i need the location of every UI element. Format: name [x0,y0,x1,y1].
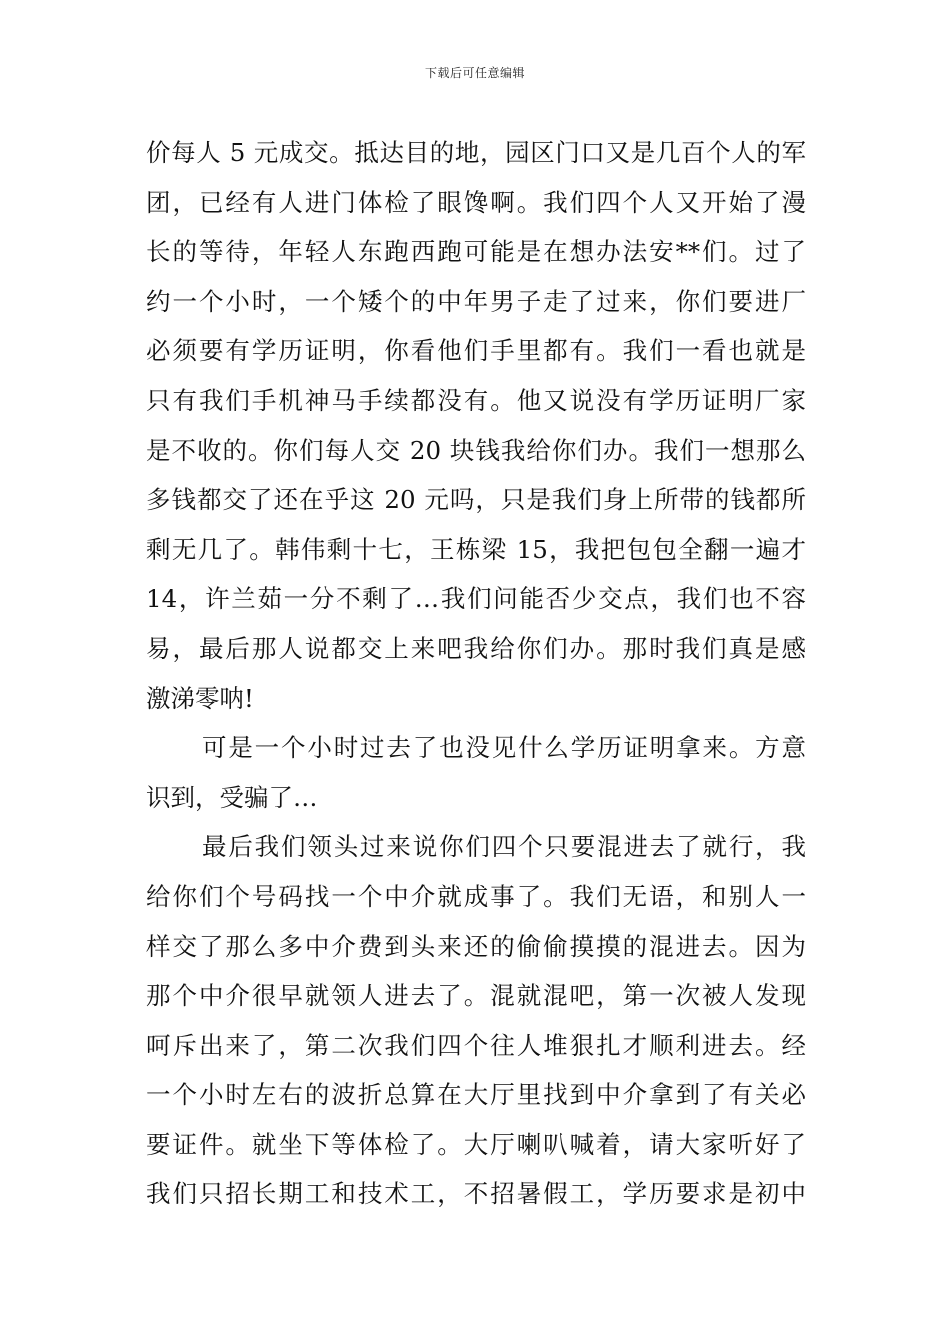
text-line: 一个小时左右的波折总算在大厅里找到中介拿到了有关必 [146,1080,806,1110]
text-line: 要证件。就坐下等体检了。大厅喇叭喊着，请大家听好了 [146,1129,806,1159]
text-line: 呵斥出来了，第二次我们四个往人堆狠扎才顺利进去。经 [146,1030,806,1060]
text-line: 激涕零呐! [146,683,254,713]
text-line: 剩无几了。韩伟剩十七，王栋梁 15，我把包包全翻一遍才 [146,534,806,564]
page-header: 下载后可任意编辑 [424,66,525,80]
text-line: 识到，受骗了… [146,782,318,812]
text-line: 约一个小时，一个矮个的中年男子走了过来，你们要进厂 [146,286,806,316]
text-line: 必须要有学历证明，你看他们手里都有。我们一看也就是 [146,336,806,366]
text-line: 易，最后那人说都交上来吧我给你们办。那时我们真是感 [146,633,806,663]
text-line: 长的等待，年轻人东跑西跑可能是在想办法安**们。过了 [146,237,806,267]
text-line: 那个中介很早就领人进去了。混就混吧，第一次被人发现 [146,981,806,1011]
text-line: 样交了那么多中介费到头来还的偷偷摸摸的混进去。因为 [146,931,806,961]
paragraph-first-line: 最后我们领头过来说你们四个只要混进去了就行，我 [202,832,806,862]
text-line: 我们只招长期工和技术工，不招暑假工，学历要求是初中 [146,1179,806,1209]
paragraph-first-line: 可是一个小时过去了也没见什么学历证明拿来。方意 [202,733,806,763]
text-line: 团，已经有人进门体检了眼馋啊。我们四个人又开始了漫 [146,187,806,217]
text-line: 给你们个号码找一个中介就成事了。我们无语，和别人一 [146,881,806,911]
text-line: 多钱都交了还在乎这 20 元吗，只是我们身上所带的钱都所 [146,485,806,515]
text-line: 只有我们手机神马手续都没有。他又说没有学历证明厂家 [146,385,806,415]
text-line: 是不收的。你们每人交 20 块钱我给你们办。我们一想那么 [146,435,806,465]
body-text [146,128,806,1219]
text-line: 14，许兰茹一分不剩了…我们问能否少交点，我们也不容 [146,584,806,614]
text-line: 价每人 5 元成交。抵达目的地，园区门口又是几百个人的军 [146,138,806,167]
